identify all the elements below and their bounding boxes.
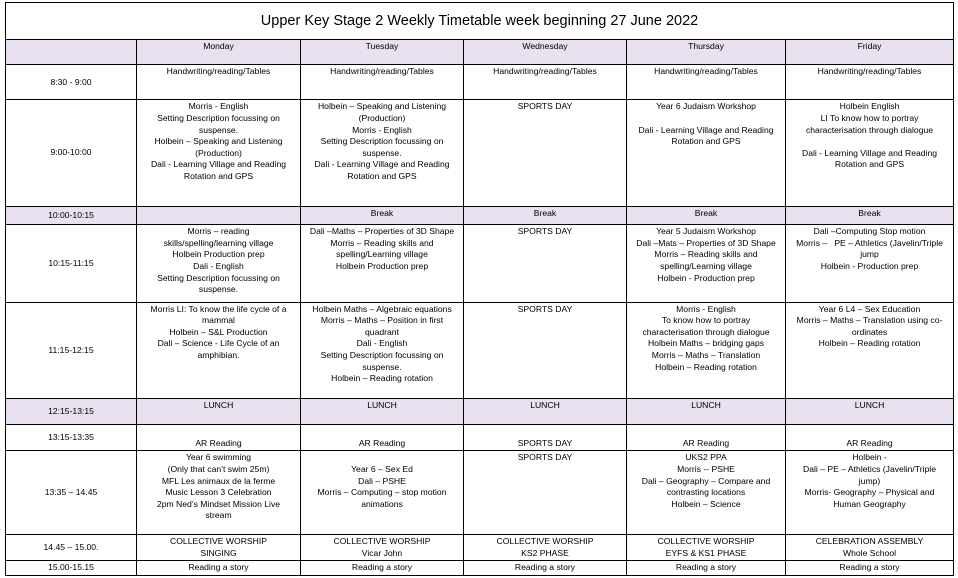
lesson-line: Holbein - Production prep [820,260,919,271]
lesson-line: Dali – Science - Life Cycle of an [157,338,280,349]
lesson-line: Holbein – Speaking and Listening [154,136,283,147]
lesson-line: Dali - Learning Village and Reading [150,159,287,170]
lesson-line: Handwriting/reading/Tables [654,66,758,77]
lesson-cell-friday [786,399,954,425]
time-slot: 12:15-13:15 [6,399,137,425]
lesson-line: mammal [202,315,235,326]
lesson-line: characterisation through dialogue [805,124,934,135]
lesson-line: SPORTS DAY [517,101,573,112]
lesson-line: Holbein – Reading rotation [655,361,757,372]
lesson-line: (Production) [195,147,242,158]
lesson-line: Vicar John [361,547,403,558]
lesson-line [629,113,783,125]
day-header-row [6,40,954,65]
lesson-line: Break [694,208,718,219]
lesson-line: Dali – PE – Athletics (Javelin/Triple [803,464,936,475]
lesson-cell-monday [137,302,301,399]
weekly-timetable [5,2,954,576]
lesson-line: 2pm Ned’s Mindset Mission Live [156,498,281,509]
lesson-line: Dali –Maths – Properties of 3D Shape [309,226,455,237]
lesson-line: Dali – PSHE [358,475,406,486]
lesson-line: Morris – Maths – Translation [651,349,761,360]
lesson-line: SPORTS DAY [517,226,573,237]
lesson-line: Year 6 – Sex Ed [351,464,413,475]
lesson-cell-monday [137,399,301,425]
lesson-line: AR Reading [358,437,406,448]
lesson-line: Rotation and GPS [834,159,905,170]
lesson-line: spelling/Learning village [660,260,752,271]
lesson-line: Rotation and GPS [183,171,254,182]
lesson-cell-friday [786,561,954,576]
lesson-line [788,426,951,438]
lesson-line: LI To know how to portray [820,113,919,124]
lesson-line: quadrant [365,326,399,337]
lesson-cell-friday [786,534,954,560]
lesson-line: contrasting locations [666,487,746,498]
lesson-line [629,426,783,438]
timetable-title: Upper Key Stage 2 Weekly Timetable week beginning 27 June 2022 [6,3,954,40]
time-slot: 13:15-13:35 [6,425,137,451]
lesson-line: Human Geography [833,498,906,509]
lesson-line: Reading a story [675,562,737,573]
lesson-cell-tuesday [301,534,464,560]
lesson-line: Holbein Production prep [335,260,429,271]
lesson-line: Setting Description focussing on [320,349,444,360]
lesson-line: (Only that can’t swim 25m) [167,464,270,475]
lesson-cell-thursday [627,534,786,560]
lesson-cell-monday [137,561,301,576]
lesson-line: Year 6 L4 – Sex Education [818,303,921,314]
lesson-line: Handwriting/reading/Tables [817,66,922,77]
lesson-cell-thursday [627,100,786,207]
lesson-line: Holbein Maths – Algebraic equations [312,303,452,314]
lesson-line: Dali - Learning Village and Reading [314,159,450,170]
lesson-line: Morris – PE – Athletics (Javelin/Triple [796,237,943,248]
lesson-line: Morris – Maths – Translation using co- [796,315,943,326]
lesson-cell-monday [137,100,301,207]
lesson-cell-thursday [627,302,786,399]
lesson-line: Holbein – Reading rotation [818,338,921,349]
day-header-thursday: Thursday [627,40,786,65]
lesson-line: MFL Les animaux de la ferme [161,475,276,486]
lesson-line [788,136,951,148]
lesson-cell-tuesday [301,65,464,100]
lesson-line: SPORTS DAY [517,437,573,448]
lesson-line [466,426,624,438]
time-slot: 8:30 - 9:00 [6,65,137,100]
lesson-line: LUNCH [367,400,397,411]
lesson-line: Morris - English [188,101,249,112]
lesson-cell-thursday [627,425,786,451]
lesson-cell-wednesday [464,302,627,399]
lesson-cell-wednesday [464,451,627,534]
lesson-line: Holbein – S&L Production [169,326,268,337]
lesson-line: To know how to portray [661,315,751,326]
day-header-wednesday: Wednesday [464,40,627,65]
lesson-line: UKS2 PPA [685,452,727,463]
lesson-cell-monday [137,534,301,560]
lesson-line: Holbein Production prep [172,249,265,260]
lesson-line: Holbein - Production prep [657,272,755,283]
lesson-cell-thursday [627,561,786,576]
lesson-line: Handwriting/reading/Tables [493,66,597,77]
time-slot: 14.45 – 15.00. [6,534,137,560]
lesson-cell-tuesday [301,225,464,302]
lesson-line: COLLECTIVE WORSHIP [657,535,755,546]
lesson-line: characterisation through dialogue [642,326,770,337]
lesson-line: suspense. [198,124,239,135]
timetable-row [6,65,954,100]
lesson-cell-wednesday [464,561,627,576]
lesson-line: COLLECTIVE WORSHIP [496,535,594,546]
lesson-line: Morris - English [352,124,412,135]
lesson-line: Dali – Geography – Compare and [641,475,771,486]
lesson-cell-wednesday [464,65,627,100]
lesson-cell-friday [786,302,954,399]
lesson-line: stream [205,510,232,521]
lesson-cell-monday [137,65,301,100]
timetable-row [6,451,954,534]
timetable-row [6,302,954,399]
lesson-line: SPORTS DAY [517,303,573,314]
lesson-line: Whole School [843,547,897,558]
day-header-monday: Monday [137,40,301,65]
lesson-line: suspense. [198,284,239,295]
lesson-line: Break [858,208,881,219]
lesson-line: AR Reading [682,437,730,448]
lesson-line: Holbein - [852,452,887,463]
lesson-line: Morris LI: To know the life cycle of a [150,303,287,314]
lesson-line: Dali –Computing Stop motion [813,226,926,237]
lesson-cell-wednesday [464,399,627,425]
timetable-row [6,100,954,207]
lesson-cell-thursday [627,451,786,534]
lesson-line: AR Reading [195,437,242,448]
lesson-line: Music Lesson 3 Celebration [165,487,272,498]
corner-cell [6,40,137,65]
lesson-cell-wednesday [464,100,627,207]
lesson-line: Morris – Computing – stop motion [317,487,447,498]
lesson-cell-wednesday [464,225,627,302]
lesson-cell-thursday [627,225,786,302]
lesson-line: SINGING [200,547,237,558]
timetable-row [6,561,954,576]
lesson-line [139,426,298,438]
lesson-line: Holbein Maths – bridging gaps [647,338,765,349]
lesson-cell-thursday [627,207,786,225]
lesson-cell-friday [786,451,954,534]
lesson-line: skills/spelling/learning village [163,237,274,248]
lesson-line: ordinates [851,326,888,337]
lesson-line: Rotation and GPS [347,171,417,182]
lesson-line: Dali - English [356,338,408,349]
lesson-cell-friday [786,425,954,451]
lesson-cell-friday [786,65,954,100]
lesson-line: Reading a story [351,562,413,573]
lesson-line: Holbein English [839,101,900,112]
timetable-row [6,425,954,451]
lesson-line: Morris - English [676,303,736,314]
lesson-line: Holbein – Science [671,498,741,509]
time-slot: 10:15-11:15 [6,225,137,302]
lesson-cell-wednesday [464,425,627,451]
lesson-line: animations [361,498,403,509]
lesson-line: Morris – Maths – Position in first [320,315,444,326]
time-slot: 9:00-10:00 [6,100,137,207]
lesson-line: Morris – reading [187,226,250,237]
time-slot: 10:00-10:15 [6,207,137,225]
lesson-cell-tuesday [301,561,464,576]
lesson-line: Dali - Learning Village and Reading [638,124,774,135]
lesson-line: Morris – Reading skills and [654,249,758,260]
lesson-line: Setting Description focussing on [320,136,444,147]
lesson-line: Setting Description focussing on [157,272,280,283]
lesson-line: COLLECTIVE WORSHIP [170,535,267,546]
lesson-line: KS2 PHASE [521,547,569,558]
title-row [6,3,954,40]
timetable-body [6,3,954,576]
lesson-line: amphibian. [197,349,240,360]
timetable-row [6,534,954,560]
lesson-line: Morris -- PSHE [677,464,735,475]
lesson-line: spelling/Learning village [336,249,428,260]
time-slot: 11:15-12:15 [6,302,137,399]
day-header-friday: Friday [786,40,954,65]
timetable-row [6,225,954,302]
lesson-line: Handwriting/reading/Tables [330,66,434,77]
time-slot: 15.00-15.15 [6,561,137,576]
time-slot: 13:35 – 14.45 [6,451,137,534]
lesson-cell-monday [137,451,301,534]
lesson-line: SPORTS DAY [517,452,573,463]
timetable-row [6,207,954,225]
lesson-line: Year 6 swimming [185,452,252,463]
lesson-cell-friday [786,207,954,225]
lesson-line: Holbein – Speaking and Listening [317,101,447,112]
lesson-line: Dali - English [193,260,244,271]
lesson-cell-monday [137,207,301,225]
lesson-cell-thursday [627,399,786,425]
lesson-cell-wednesday [464,207,627,225]
lesson-cell-monday [137,425,301,451]
timetable-row [6,399,954,425]
lesson-line: (Production) [358,113,406,124]
lesson-line: CELEBRATION ASSEMBLY [815,535,924,546]
lesson-line: Holbein – Reading rotation [331,373,433,384]
lesson-line: LUNCH [691,400,721,411]
lesson-cell-tuesday [301,302,464,399]
day-header-tuesday: Tuesday [301,40,464,65]
lesson-cell-tuesday [301,399,464,425]
lesson-line: Handwriting/reading/Tables [166,66,271,77]
lesson-line: EYFS & KS1 PHASE [665,547,747,558]
lesson-line: Dali - Learning Village and Reading [801,147,938,158]
lesson-line: LUNCH [530,400,560,411]
lesson-line: Break [370,208,394,219]
lesson-line: Morris – Reading skills and [330,237,434,248]
lesson-cell-wednesday [464,534,627,560]
lesson-line: COLLECTIVE WORSHIP [333,535,431,546]
lesson-line: suspense. [362,147,402,158]
lesson-line: LUNCH [203,400,234,411]
lesson-line: AR Reading [846,437,893,448]
lesson-line: Year 5 Judaism Workshop [656,226,756,237]
lesson-line: LUNCH [854,400,885,411]
lesson-line: Reading a story [514,562,576,573]
lesson-line: suspense. [362,361,402,372]
lesson-line: Reading a story [188,562,249,573]
lesson-line [303,426,461,438]
lesson-line: Morris- Geography – Physical and [804,487,935,498]
lesson-line [303,452,461,464]
lesson-cell-tuesday [301,425,464,451]
lesson-line: Rotation and GPS [671,136,741,147]
lesson-line: Setting Description focussing on [157,113,280,124]
lesson-cell-friday [786,225,954,302]
lesson-cell-thursday [627,65,786,100]
lesson-line: jump [860,249,879,260]
lesson-line: Dali –Mats – Properties of 3D Shape [636,237,776,248]
lesson-cell-monday [137,225,301,302]
lesson-line: Break [533,208,557,219]
lesson-line: Year 6 Judaism Workshop [656,101,756,112]
lesson-cell-tuesday [301,207,464,225]
lesson-cell-tuesday [301,451,464,534]
lesson-line: Reading a story [839,562,900,573]
lesson-cell-friday [786,100,954,207]
lesson-cell-tuesday [301,100,464,207]
lesson-line: jump) [858,475,881,486]
